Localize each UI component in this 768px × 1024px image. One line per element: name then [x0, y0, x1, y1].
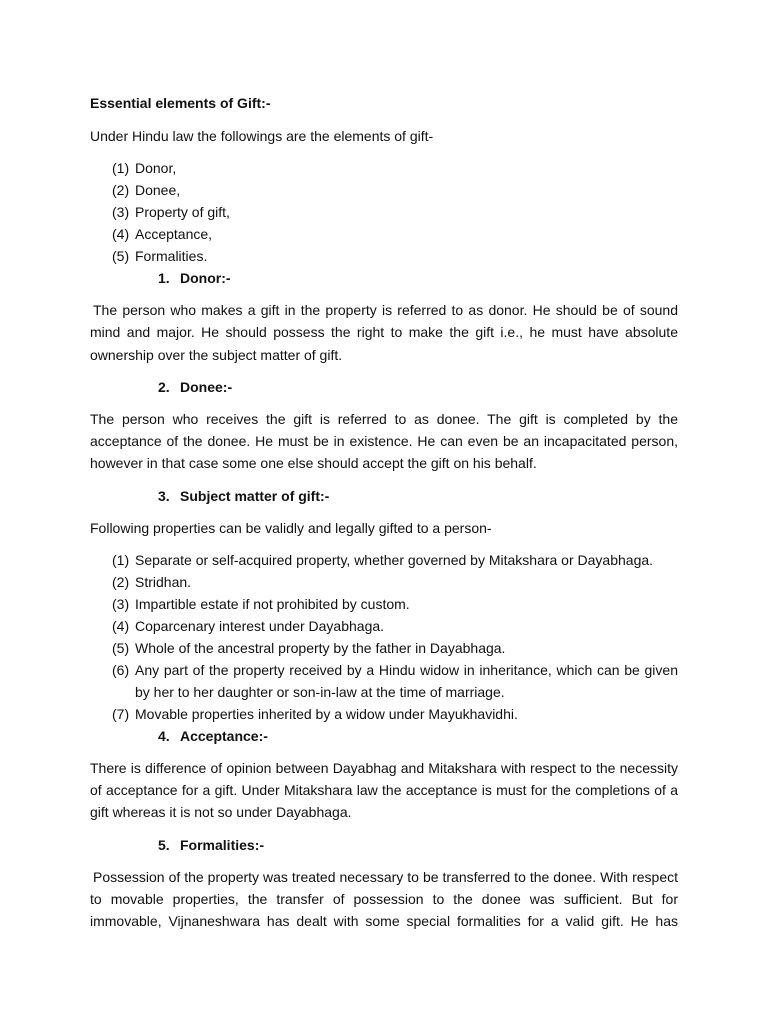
list-item: [90, 179, 678, 201]
list-item: [90, 201, 678, 223]
list-number: (5): [112, 639, 130, 656]
section-heading-subject-matter: [90, 485, 678, 507]
list-number: (2): [112, 182, 130, 198]
section-heading-formalities: [90, 834, 678, 856]
section-number: 2.: [158, 378, 170, 395]
list-number: (1): [112, 551, 130, 568]
list-item: [90, 549, 678, 571]
section-title: Donee:-: [180, 378, 233, 395]
document-page: [90, 93, 678, 933]
intro-text: Under Hindu law the followings are the elements of gift-: [90, 128, 434, 144]
list-text: Any part of the property received by a Hindu widow in inheritance, which can be given by her to her daughter or son-in-law at the time of marriage.: [135, 661, 678, 700]
list-item: [90, 245, 678, 267]
list-number: (4): [112, 226, 130, 242]
document-title: Essential elements of Gift:-: [90, 95, 271, 111]
list-number: (7): [112, 705, 130, 722]
section-title: Subject matter of gift:-: [180, 487, 330, 504]
elements-list: [90, 157, 678, 267]
list-text: Movable properties inherited by a widow under Mayukhavidhi.: [135, 705, 518, 722]
donor-paragraph: The person who makes a gift in the property is referred to as donor. He should be of sound mind and major. He should possess the right to make the gift i.e., he must have absolute ownership over the subject matter of gift.: [90, 302, 678, 363]
list-number: (3): [112, 204, 130, 220]
list-text: Separate or self-acquired property, whether governed by Mitakshara or Dayabhaga.: [135, 551, 654, 568]
list-text: Property of gift,: [135, 204, 230, 220]
list-item: [90, 659, 678, 703]
list-number: (1): [112, 160, 130, 176]
formalities-paragraph: Possession of the property was treated necessary to be transferred to the donee. With respect to movable properties, the transfer of possession to the donee was sufficient. But for immovable, Vijnaneshwara has dealt with some special formalities for a valid gift. He has: [90, 868, 678, 930]
list-item: [90, 593, 678, 615]
subject-intro: Following properties can be validly and legally gifted to a person-: [90, 519, 492, 536]
section-number: 3.: [158, 487, 170, 504]
list-number: (3): [112, 595, 130, 612]
section-title: Formalities:-: [180, 836, 265, 853]
list-text: Formalities.: [135, 248, 208, 264]
list-number: (6): [112, 661, 130, 678]
list-text: Acceptance,: [135, 226, 213, 242]
list-item: [90, 637, 678, 659]
section-heading-donee: [90, 376, 678, 398]
list-item: [90, 223, 678, 245]
list-number: (2): [112, 573, 130, 590]
donee-paragraph: The person who receives the gift is referred to as donee. The gift is completed by the acceptance of the donee. He must be in existence. He can even be an incapacitated person, however in that case some one else should accept the gift on his behalf.: [90, 410, 678, 472]
list-number: (5): [112, 248, 130, 264]
section-title: Acceptance:-: [180, 727, 268, 744]
section-number: 1.: [158, 270, 170, 286]
list-text: Impartible estate if not prohibited by custom.: [135, 595, 410, 612]
list-number: (4): [112, 617, 130, 634]
properties-list: [90, 549, 678, 725]
section-heading-donor: [90, 267, 678, 289]
list-text: Donee,: [135, 182, 181, 198]
section-title: Donor:-: [180, 270, 231, 286]
list-text: Coparcenary interest under Dayabhaga.: [135, 617, 385, 634]
list-item: [90, 157, 678, 179]
acceptance-paragraph: There is difference of opinion between Dayabhag and Mitakshara with respect to the necessity of acceptance for a gift. Under Mitakshara law the acceptance is must for the completions of a gift whereas it is not so under Dayabhaga.: [90, 759, 678, 821]
list-text: Stridhan.: [135, 573, 192, 590]
section-heading-acceptance: [90, 725, 678, 747]
list-item: [90, 571, 678, 593]
list-item: [90, 615, 678, 637]
section-number: 5.: [158, 836, 170, 853]
section-number: 4.: [158, 727, 170, 744]
list-text: Whole of the ancestral property by the father in Dayabhaga.: [135, 639, 506, 656]
list-text: Donor,: [135, 160, 177, 176]
list-item: [90, 703, 678, 725]
